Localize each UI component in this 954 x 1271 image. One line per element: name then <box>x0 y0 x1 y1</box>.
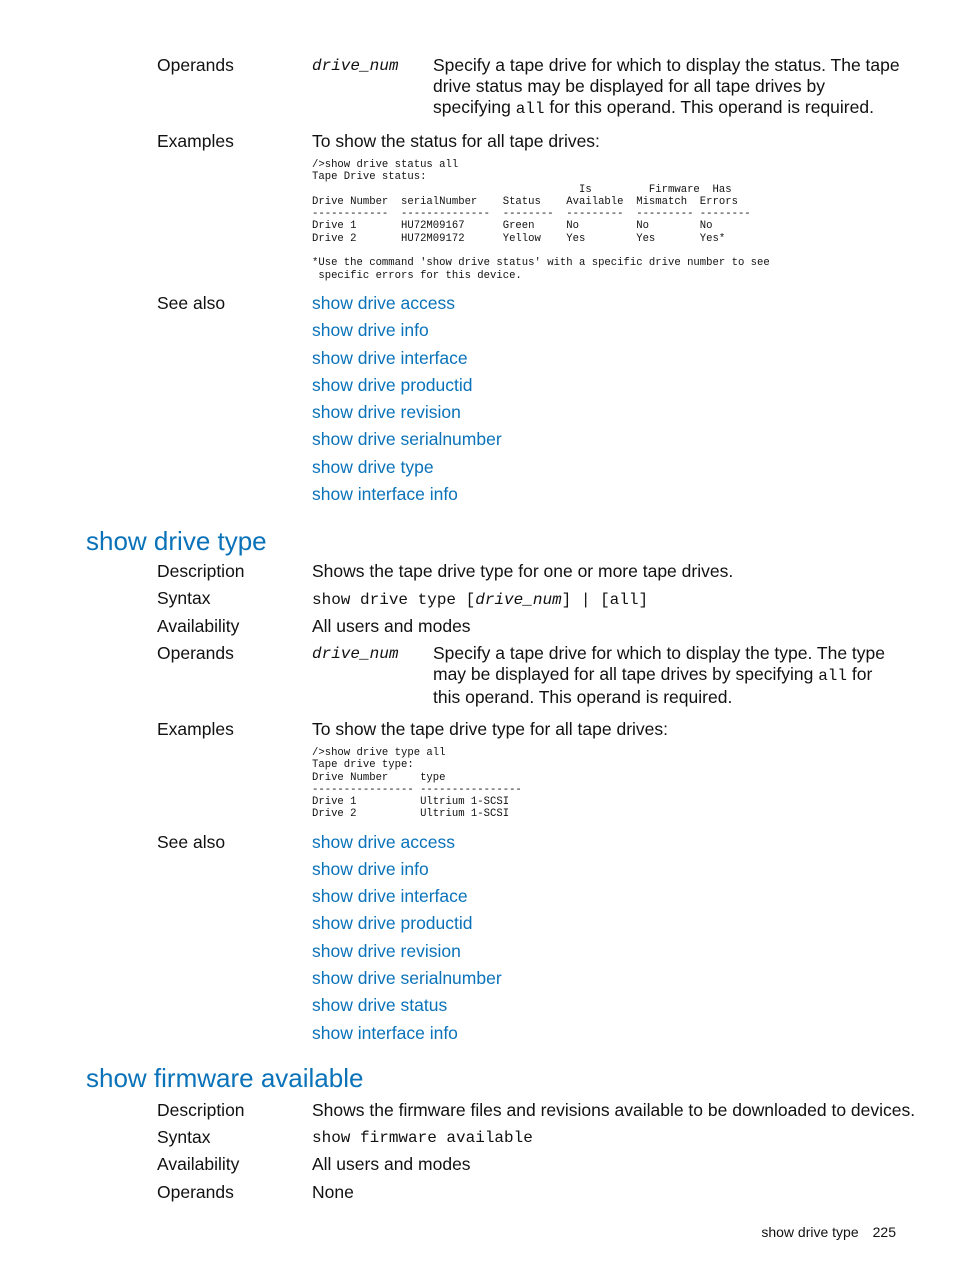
description-label: Description <box>157 561 245 581</box>
operand-term: drive_num <box>312 645 399 663</box>
operand-description-text: Specify a tape drive for which to display the status. The tape drive status may be displayed for all tape drives by specifying <box>433 55 900 117</box>
see-also-link[interactable]: show interface info <box>312 484 458 504</box>
section-heading: show firmware available <box>86 1063 364 1093</box>
syntax-code: show drive type [ <box>312 591 476 609</box>
operands-label: Operands <box>157 1182 234 1202</box>
see-also-link[interactable]: show drive revision <box>312 402 461 422</box>
operand-description-text: Specify a tape drive for which to display the type. The type may be displayed for all tape drives by specifying <box>433 643 886 684</box>
example-code-block: />show drive status all Tape Drive status: Is Firmware Has Drive Number serialNumber Status Available Mismatch Errors ------------ -------------- -------- --------- --------- -------- Drive 1 HU72M09167 Green No No No Drive 2 HU72M09172 Yellow Yes Yes Yes* *Use the command 'show drive status' with a specific drive number to see specific errors for this device. <box>312 159 770 282</box>
syntax-code: show firmware available <box>312 1129 533 1147</box>
footer-section-title: show drive type <box>761 1224 859 1240</box>
page-number: 225 <box>872 1224 896 1240</box>
see-also-link[interactable]: show drive revision <box>312 941 461 961</box>
operand-description <box>433 55 903 120</box>
availability-label: Availability <box>157 616 240 636</box>
example-code-block: />show drive type all Tape drive type: Drive Number type ---------------- ---------------- Drive 1 Ultrium 1-SCSI Drive 2 Ultrium 1-SCSI <box>312 747 522 821</box>
operand-description <box>433 643 903 708</box>
examples-text: To show the tape drive type for all tape drives: <box>312 719 669 739</box>
syntax-text <box>312 589 648 611</box>
operands-text: None <box>312 1182 354 1202</box>
operand-description-text-end: for this operand. This operand is required. <box>433 664 873 707</box>
see-also-link[interactable]: show drive access <box>312 832 455 852</box>
syntax-term: drive_num <box>475 591 562 609</box>
section-heading: show drive type <box>86 526 267 556</box>
see-also-link[interactable]: show drive info <box>312 859 429 879</box>
operand-inline-code: all <box>818 667 848 685</box>
examples-text: To show the status for all tape drives: <box>312 131 600 151</box>
description-label: Description <box>157 1100 245 1120</box>
description-text: Shows the firmware files and revisions available to be downloaded to devices. <box>312 1100 916 1120</box>
availability-text: All users and modes <box>312 1154 471 1174</box>
examples-label: Examples <box>157 719 234 739</box>
see-also-link[interactable]: show drive status <box>312 995 448 1015</box>
availability-text: All users and modes <box>312 616 471 636</box>
examples-label: Examples <box>157 131 234 151</box>
see-also-label: See also <box>157 293 226 313</box>
syntax-label: Syntax <box>157 1127 211 1147</box>
see-also-link[interactable]: show drive productid <box>312 913 473 933</box>
operands-label: Operands <box>157 643 234 663</box>
operand-term: drive_num <box>312 57 399 75</box>
syntax-code-end: ] | [all] <box>561 591 649 609</box>
operand-inline-code: all <box>515 100 545 118</box>
see-also-link[interactable]: show drive info <box>312 320 429 340</box>
see-also-link[interactable]: show drive type <box>312 457 434 477</box>
availability-label: Availability <box>157 1154 240 1174</box>
description-text: Shows the tape drive type for one or more tape drives. <box>312 561 734 581</box>
see-also-link[interactable]: show drive access <box>312 293 455 313</box>
see-also-link[interactable]: show drive serialnumber <box>312 968 502 988</box>
operand-description-text-end: for this operand. This operand is required. <box>544 97 874 117</box>
see-also-link[interactable]: show drive interface <box>312 348 468 368</box>
see-also-link[interactable]: show drive productid <box>312 375 473 395</box>
see-also-link[interactable]: show drive serialnumber <box>312 429 502 449</box>
operands-label: Operands <box>157 55 234 75</box>
syntax-label: Syntax <box>157 588 211 608</box>
see-also-link[interactable]: show interface info <box>312 1023 458 1043</box>
see-also-link[interactable]: show drive interface <box>312 886 468 906</box>
page-footer <box>761 1223 896 1241</box>
see-also-label: See also <box>157 832 226 852</box>
